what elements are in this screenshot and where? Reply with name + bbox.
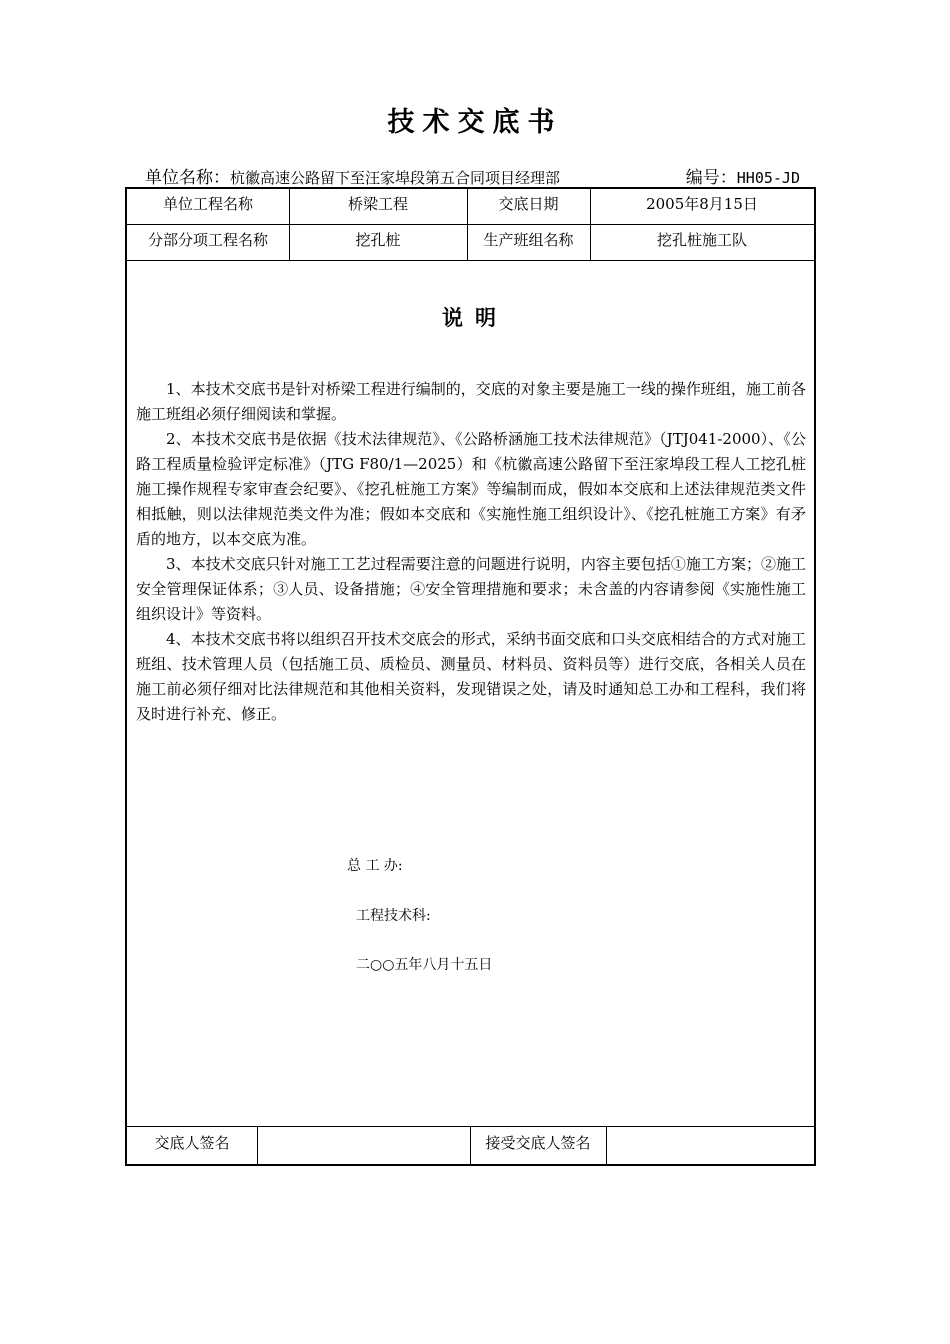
chief-office-signature: 总 工 办: (347, 858, 403, 874)
paragraph: 4、本技术交底书将以组织召开技术交底会的形式，采纳书面交底和口头交底相结合的方式对施工班组、技术管理人员（包括施工员、质检员、测量员、材料员、资料员等）进行交底，各相关人员在施工前必须仔细对比法律规范和其他相关资料，发现错误之处，请及时通知总工办和工程科，我们将及时进行补充、修正。 (136, 630, 806, 723)
document-title: 技术交底书 (387, 107, 563, 138)
receiver-signature-label: 接受交底人签名 (485, 1134, 591, 1152)
disclosure-date-label: 交底日期 (498, 195, 559, 213)
paragraph: 3、本技术交底只针对施工工艺过程需要注意的问题进行说明，内容主要包括①施工方案；②施工安全管理保证体系；③人员、设备措施；④安全管理措施和要求；未含盖的内容请参阅《实施性施工组织设计》等资料。 (136, 555, 806, 623)
unit-label-group (145, 163, 560, 188)
row-divider (127, 260, 814, 261)
unit-project-label: 单位工程名称 (162, 195, 253, 213)
tech-dept-signature: 工程技术科: (356, 908, 431, 924)
discloser-signature-label: 交底人签名 (154, 1134, 230, 1152)
signature-date: 二○○五年八月十五日 (356, 957, 493, 973)
unit-project-value: 桥梁工程 (347, 195, 408, 213)
explanation-body (136, 377, 806, 727)
code-value: HH05-JD (736, 169, 800, 187)
disclosure-date-value: 2005年8月15日 (646, 195, 758, 213)
team-name-value: 挖孔桩施工队 (656, 231, 747, 249)
sub-project-label: 分部分项工程名称 (147, 231, 268, 249)
section-subtitle: 说明 (442, 305, 508, 330)
column-divider (257, 1126, 258, 1164)
paragraph: 2、本技术交底书是依据《技术法律规范》、《公路桥涵施工技术法律规范》（JTJ041-2000）、《公路工程质量检验评定标准》（JTG F80/1—2025）和《杭徽高速公路留下至汪家埠段工程人工挖孔桩施工操作规程专家审查会纪要》、《挖孔桩施工方案》等编制而成，假如本交底和上述法律规范类文件相抵触，则以法律规范类文件为准；假如本交底和《实施性施工组织设计》、《挖孔桩施工方案》有矛盾的地方，以本交底为准。 (136, 430, 806, 548)
team-name-label: 生产班组名称 (483, 231, 574, 249)
unit-name: 杭徽高速公路留下至汪家埠段第五合同项目经理部 (230, 169, 561, 187)
code-label: 编号： (685, 168, 737, 188)
code-group (686, 163, 800, 188)
sub-project-value: 挖孔桩 (355, 231, 401, 249)
document-header (145, 163, 800, 187)
row-divider (127, 224, 814, 225)
unit-label: 单位名称： (145, 168, 230, 188)
column-divider (606, 1126, 607, 1164)
paragraph: 1、本技术交底书是针对桥梁工程进行编制的，交底的对象主要是施工一线的操作班组，施工前各施工班组必须仔细阅读和掌握。 (136, 380, 806, 423)
